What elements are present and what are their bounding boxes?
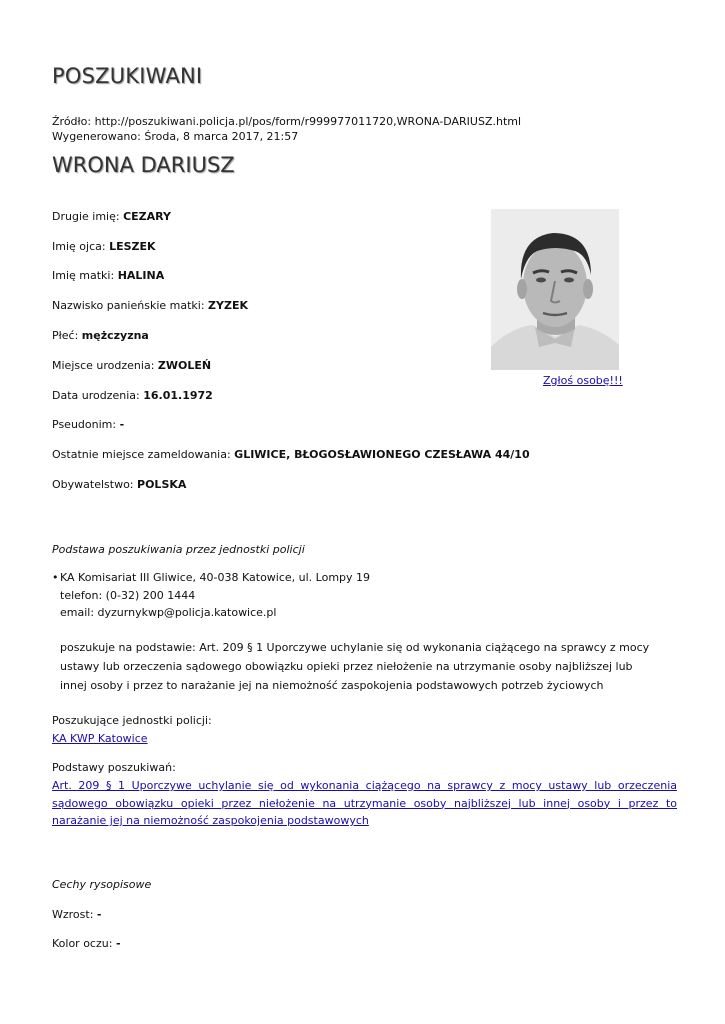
description-heading: Cechy rysopisowe <box>52 878 152 891</box>
source-label: Źródło: <box>52 115 92 128</box>
field-label: Obywatelstwo: <box>52 478 134 491</box>
field-label: Drugie imię: <box>52 210 120 223</box>
field-label: Ostatnie miejsce zameldowania: <box>52 448 231 461</box>
field-label: Imię ojca: <box>52 240 106 253</box>
field-value: POLSKA <box>137 478 187 491</box>
unit-name: KA Komisariat III Gliwice, 40-038 Katowice, ul. Lompy 19 <box>60 571 371 584</box>
field-value: - <box>115 937 121 950</box>
source-line <box>52 114 521 129</box>
unit-email: email: dyzurnykwp@policja.katowice.pl <box>60 606 277 619</box>
search-basis-text: poszukuje na podstawie: Art. 209 § 1 Uporczywe uchylanie się od wykonania ciążącego na sprawcy z mocy ustawy lub orzeczenia sądowego obowiązku opieki przez niełożenie na utrzymanie osoby najbliższej lub innej osoby i przez to narażanie jej na niemożność zaspokojenia podstawowych potrzeb życiowych <box>60 641 650 692</box>
field-value: - <box>96 908 102 921</box>
field-middle-name <box>52 210 171 223</box>
bullet-icon: • <box>52 571 59 584</box>
field-last-address <box>52 448 530 461</box>
field-value: 16.01.1972 <box>143 389 213 402</box>
source-url: http://poszukiwani.policja.pl/pos/form/r999977011720,WRONA-DARIUSZ.html <box>94 115 522 128</box>
field-height <box>52 908 102 921</box>
generated-value: Środa, 8 marca 2017, 21:57 <box>144 130 299 143</box>
field-label: Płeć: <box>52 329 79 342</box>
field-label: Imię matki: <box>52 269 115 282</box>
search-bases-label: Podstawy poszukiwań: <box>52 761 176 774</box>
field-nickname <box>52 418 124 431</box>
search-unit <box>52 569 370 622</box>
field-value: HALINA <box>117 269 165 282</box>
search-units-label: Poszukujące jednostki policji: <box>52 714 212 727</box>
field-citizenship <box>52 478 186 491</box>
field-sex <box>52 329 149 342</box>
field-label: Kolor oczu: <box>52 937 113 950</box>
field-label: Wzrost: <box>52 908 94 921</box>
field-value: - <box>119 418 125 431</box>
unit-phone: telefon: (0-32) 200 1444 <box>60 588 196 602</box>
person-photo-image <box>491 209 619 370</box>
person-name: WRONA DARIUSZ <box>52 153 235 177</box>
search-unit-link[interactable]: KA KWP Katowice <box>52 731 148 745</box>
field-label: Pseudonim: <box>52 418 117 431</box>
field-value: LESZEK <box>109 240 156 253</box>
field-value: CEZARY <box>123 210 171 223</box>
field-birthplace <box>52 359 211 372</box>
search-basis-link[interactable]: Art. 209 § 1 Uporczywe uchylanie się od wykonania ciążącego na sprawcy z mocy ustawy lub orzeczenia sądowego obowiązku opieki przez niełożenie na utrzymanie osoby najbliższej lub innej osoby i przez to narażanie jej na niemożność zaspokojenia podstawowych <box>52 779 677 827</box>
field-label: Nazwisko panieńskie matki: <box>52 299 205 312</box>
field-value: mężczyzna <box>81 329 149 342</box>
report-person-link[interactable]: Zgłoś osobę!!! <box>543 374 623 387</box>
field-label: Data urodzenia: <box>52 389 140 402</box>
field-label: Miejsce urodzenia: <box>52 359 155 372</box>
generated-label: Wygenerowano: <box>52 130 141 143</box>
field-value: ZYZEK <box>208 299 249 312</box>
field-value: GLIWICE, BŁOGOSŁAWIONEGO CZESŁAWA 44/10 <box>234 448 530 461</box>
field-eye-color <box>52 937 121 950</box>
page-title: POSZUKIWANI <box>52 64 203 88</box>
field-mother-name <box>52 269 164 282</box>
field-value: ZWOLEŃ <box>157 359 212 372</box>
generated-line <box>52 129 521 144</box>
person-photo <box>491 209 619 370</box>
search-units-section <box>52 712 212 747</box>
search-basis-heading: Podstawa poszukiwania przez jednostki policji <box>52 543 305 556</box>
field-mother-maiden-name <box>52 299 248 312</box>
field-father-name <box>52 240 156 253</box>
document-meta <box>52 114 521 144</box>
field-birthdate <box>52 389 213 402</box>
